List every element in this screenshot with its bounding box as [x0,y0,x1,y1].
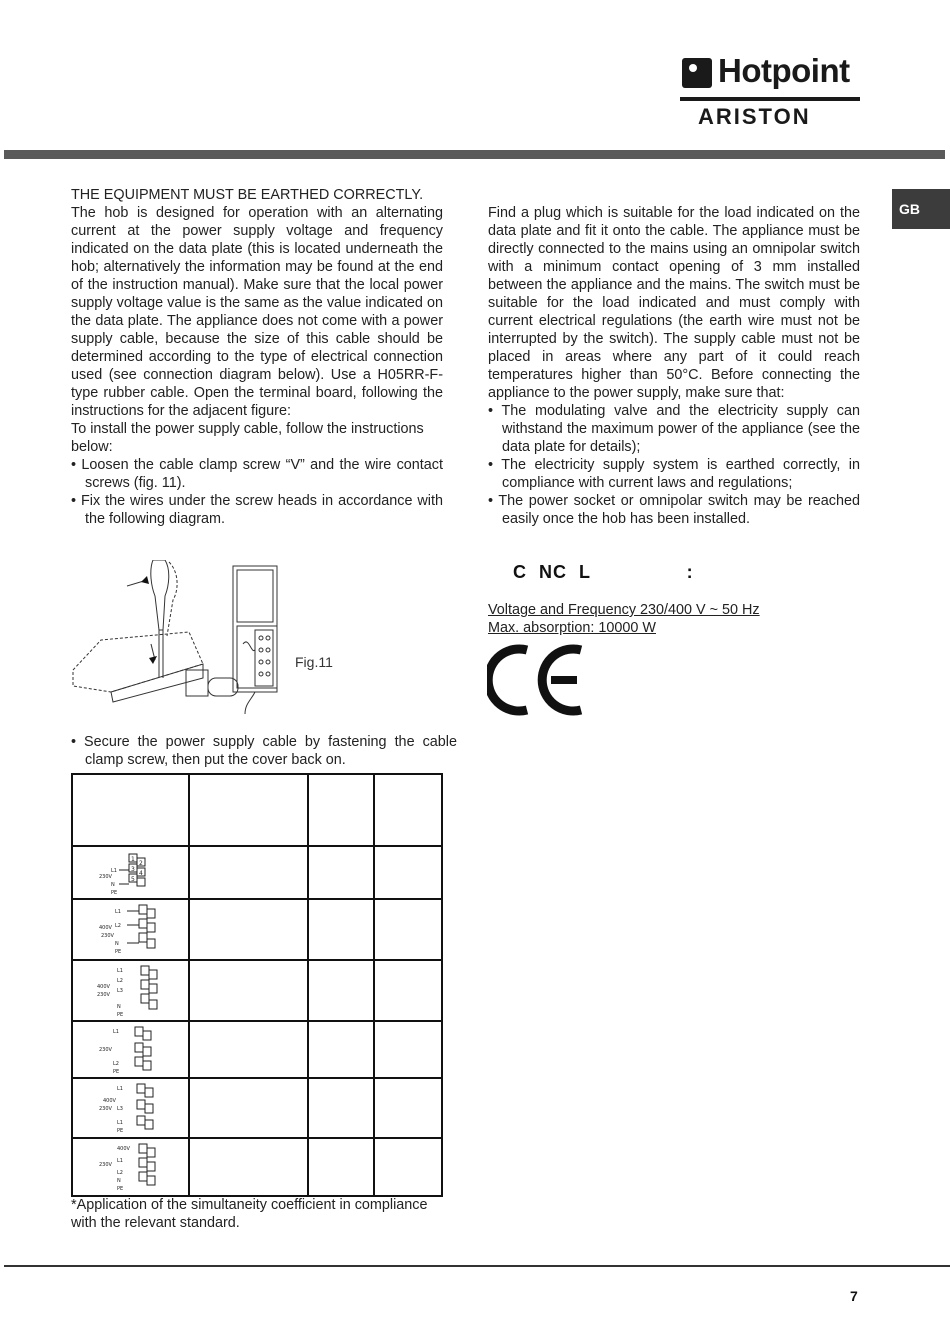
installation-paragraph: The hob is designed for operation with an alternating current at the power supply voltage and frequency indicated on the data plate (this is located underneath the hob; alternatively the information may be found at the end of the instruction manual). Make sure that the local power supply voltage value is the same as the value indicated on the data plate. The appliance does not come with a power supply cable, because the size of this cable should be determined according to the type of electrical connection used (see connection diagram below). Use a H05RR-F-type rubber cable. Open the terminal board, following the instructions for the adjacent figure: [71,205,443,419]
table-cell [308,774,374,846]
bullet-item: • The electricity supply system is earthed correctly, in compliance with current laws and regulations; [488,457,860,491]
table-cell [189,1021,308,1078]
svg-text:L1: L1 [117,967,123,974]
svg-text:4: 4 [139,869,143,877]
bullet-item: • Secure the power supply cable by fastening the cable clamp screw, then put the cover back on. [71,734,457,768]
svg-text:400V: 400V [103,1098,116,1104]
table-cell [72,846,189,899]
plug-paragraph: Find a plug which is suitable for the load indicated on the data plate and fit it onto the cable. The appliance must be directly connected to the mains using an omnipolar switch with a minimum contact opening of 3 mm installed between the appliance and the mains. The switch must be suitable for the load indicated and must comply with current electrical regulations (the earth wire must not be interrupted by the switch). The supply cable must not be placed in areas where any part of it could reach temperatures higher than 50°C. Before connecting the appliance to the power supply, make sure that: [488,205,860,401]
svg-text:PE: PE [117,1128,124,1134]
connection-table [71,773,443,1197]
header-bar [4,150,945,159]
table-cell [72,774,189,846]
svg-text:230V: 230V [99,1046,112,1053]
wiring-diagram [73,901,185,959]
hotpoint-ariston-logo [680,54,860,134]
table-cell [72,1138,189,1196]
figure-caption: Fig.11 [295,654,333,670]
table-cell [189,960,308,1021]
svg-text:L1: L1 [115,908,121,915]
table-cell [308,846,374,899]
logo-divider [680,97,860,101]
table-cell [72,1078,189,1138]
table-cell [374,774,442,846]
svg-text:PE: PE [115,948,122,955]
svg-text:230V: 230V [99,1162,112,1168]
table-cell [374,1078,442,1138]
table-cell [308,1078,374,1138]
table-cell [189,774,308,846]
svg-text:PE: PE [117,1011,124,1018]
table-cell [374,899,442,960]
table-cell [374,1138,442,1196]
right-column [488,204,860,528]
table-cell [189,1078,308,1138]
svg-text:PE: PE [113,1068,120,1075]
footnote: *Application of the simultaneity coefficient in compliance with the relevant standard. [71,1197,428,1231]
svg-text:400V: 400V [99,924,112,931]
table-cell [189,846,308,899]
table-cell [189,1138,308,1196]
svg-text:L2: L2 [117,977,123,984]
svg-text:L1: L1 [111,867,117,874]
instructions-intro: To install the power supply cable, follow the instructions below: [71,421,424,455]
bullet-item: • The power socket or omnipolar switch may be reached easily once the hob has been installed. [488,493,860,527]
footer-rule [4,1265,950,1267]
svg-text:230V: 230V [101,932,114,939]
bullet-item: • The modulating valve and the electricity supply can withstand the maximum power of the appliance (see the data plate for details); [488,403,860,455]
svg-text:N: N [111,881,115,888]
table-cell [72,899,189,960]
logo-mark-icon [682,58,712,88]
svg-text:N: N [117,1178,121,1184]
svg-text:L3: L3 [117,987,123,994]
terminal-board-illustration [231,564,291,724]
svg-text:PE: PE [117,1186,124,1192]
ce-mark-icon [487,644,587,716]
svg-text:PE: PE [111,889,118,896]
left-column [71,186,443,528]
bullet-item: • Fix the wires under the screw heads in accordance with the following diagram. [71,493,443,527]
table-cell [308,1021,374,1078]
svg-text:230V: 230V [99,873,112,880]
max-absorption: Max. absorption: 10000 W [488,620,656,636]
svg-text:L2: L2 [113,1060,119,1067]
svg-text:L2: L2 [115,922,121,929]
svg-text:L1: L1 [113,1028,119,1035]
language-tab: GB [892,189,950,229]
table-row [72,1021,442,1078]
wiring-diagram [73,1080,185,1136]
svg-text:3: 3 [131,865,135,873]
logo-sub-brand: ARISTON [698,104,811,129]
wiring-diagram [73,1140,185,1194]
svg-text:L1: L1 [117,1120,123,1126]
table-cell [374,1021,442,1078]
svg-text:L3: L3 [117,1106,123,1112]
svg-text:N: N [115,940,119,947]
earthing-warning: THE EQUIPMENT MUST BE EARTHED CORRECTLY. [71,187,424,203]
table-cell [308,960,374,1021]
svg-text:L1: L1 [117,1086,123,1092]
table-row [72,899,442,960]
svg-text:400V: 400V [117,1146,130,1152]
table-cell [308,1138,374,1196]
voltage-frequency: Voltage and Frequency 230/400 V ~ 50 Hz [488,602,760,618]
wiring-diagram [73,1023,185,1077]
wiring-diagram [73,848,185,898]
figure-11 [71,560,443,730]
table-row [72,1078,442,1138]
table-cell [72,1021,189,1078]
page-number: 7 [850,1288,858,1304]
table-cell [72,960,189,1021]
table-cell [374,846,442,899]
logo-brand-name: Hotpoint [718,52,850,89]
svg-text:N: N [117,1003,121,1010]
table-row [72,960,442,1021]
svg-text:L1: L1 [117,1158,123,1164]
table-row [72,1138,442,1196]
table-cell [374,960,442,1021]
table-row [72,846,442,899]
table-cell [308,899,374,960]
table-header-row [72,774,442,846]
svg-text:230V: 230V [99,1106,112,1112]
bullet-item: • Loosen the cable clamp screw “V” and the wire contact screws (fig. 11). [71,457,443,491]
electrical-specs [488,601,760,637]
svg-text:1: 1 [131,855,135,863]
section-heading: C NC L : [513,562,694,582]
svg-text:L2: L2 [117,1170,123,1176]
wiring-diagram [73,962,185,1020]
svg-text:230V: 230V [97,991,110,998]
svg-text:5: 5 [131,875,135,883]
svg-text:400V: 400V [97,983,110,990]
table-cell [189,899,308,960]
svg-text:2: 2 [139,859,143,867]
